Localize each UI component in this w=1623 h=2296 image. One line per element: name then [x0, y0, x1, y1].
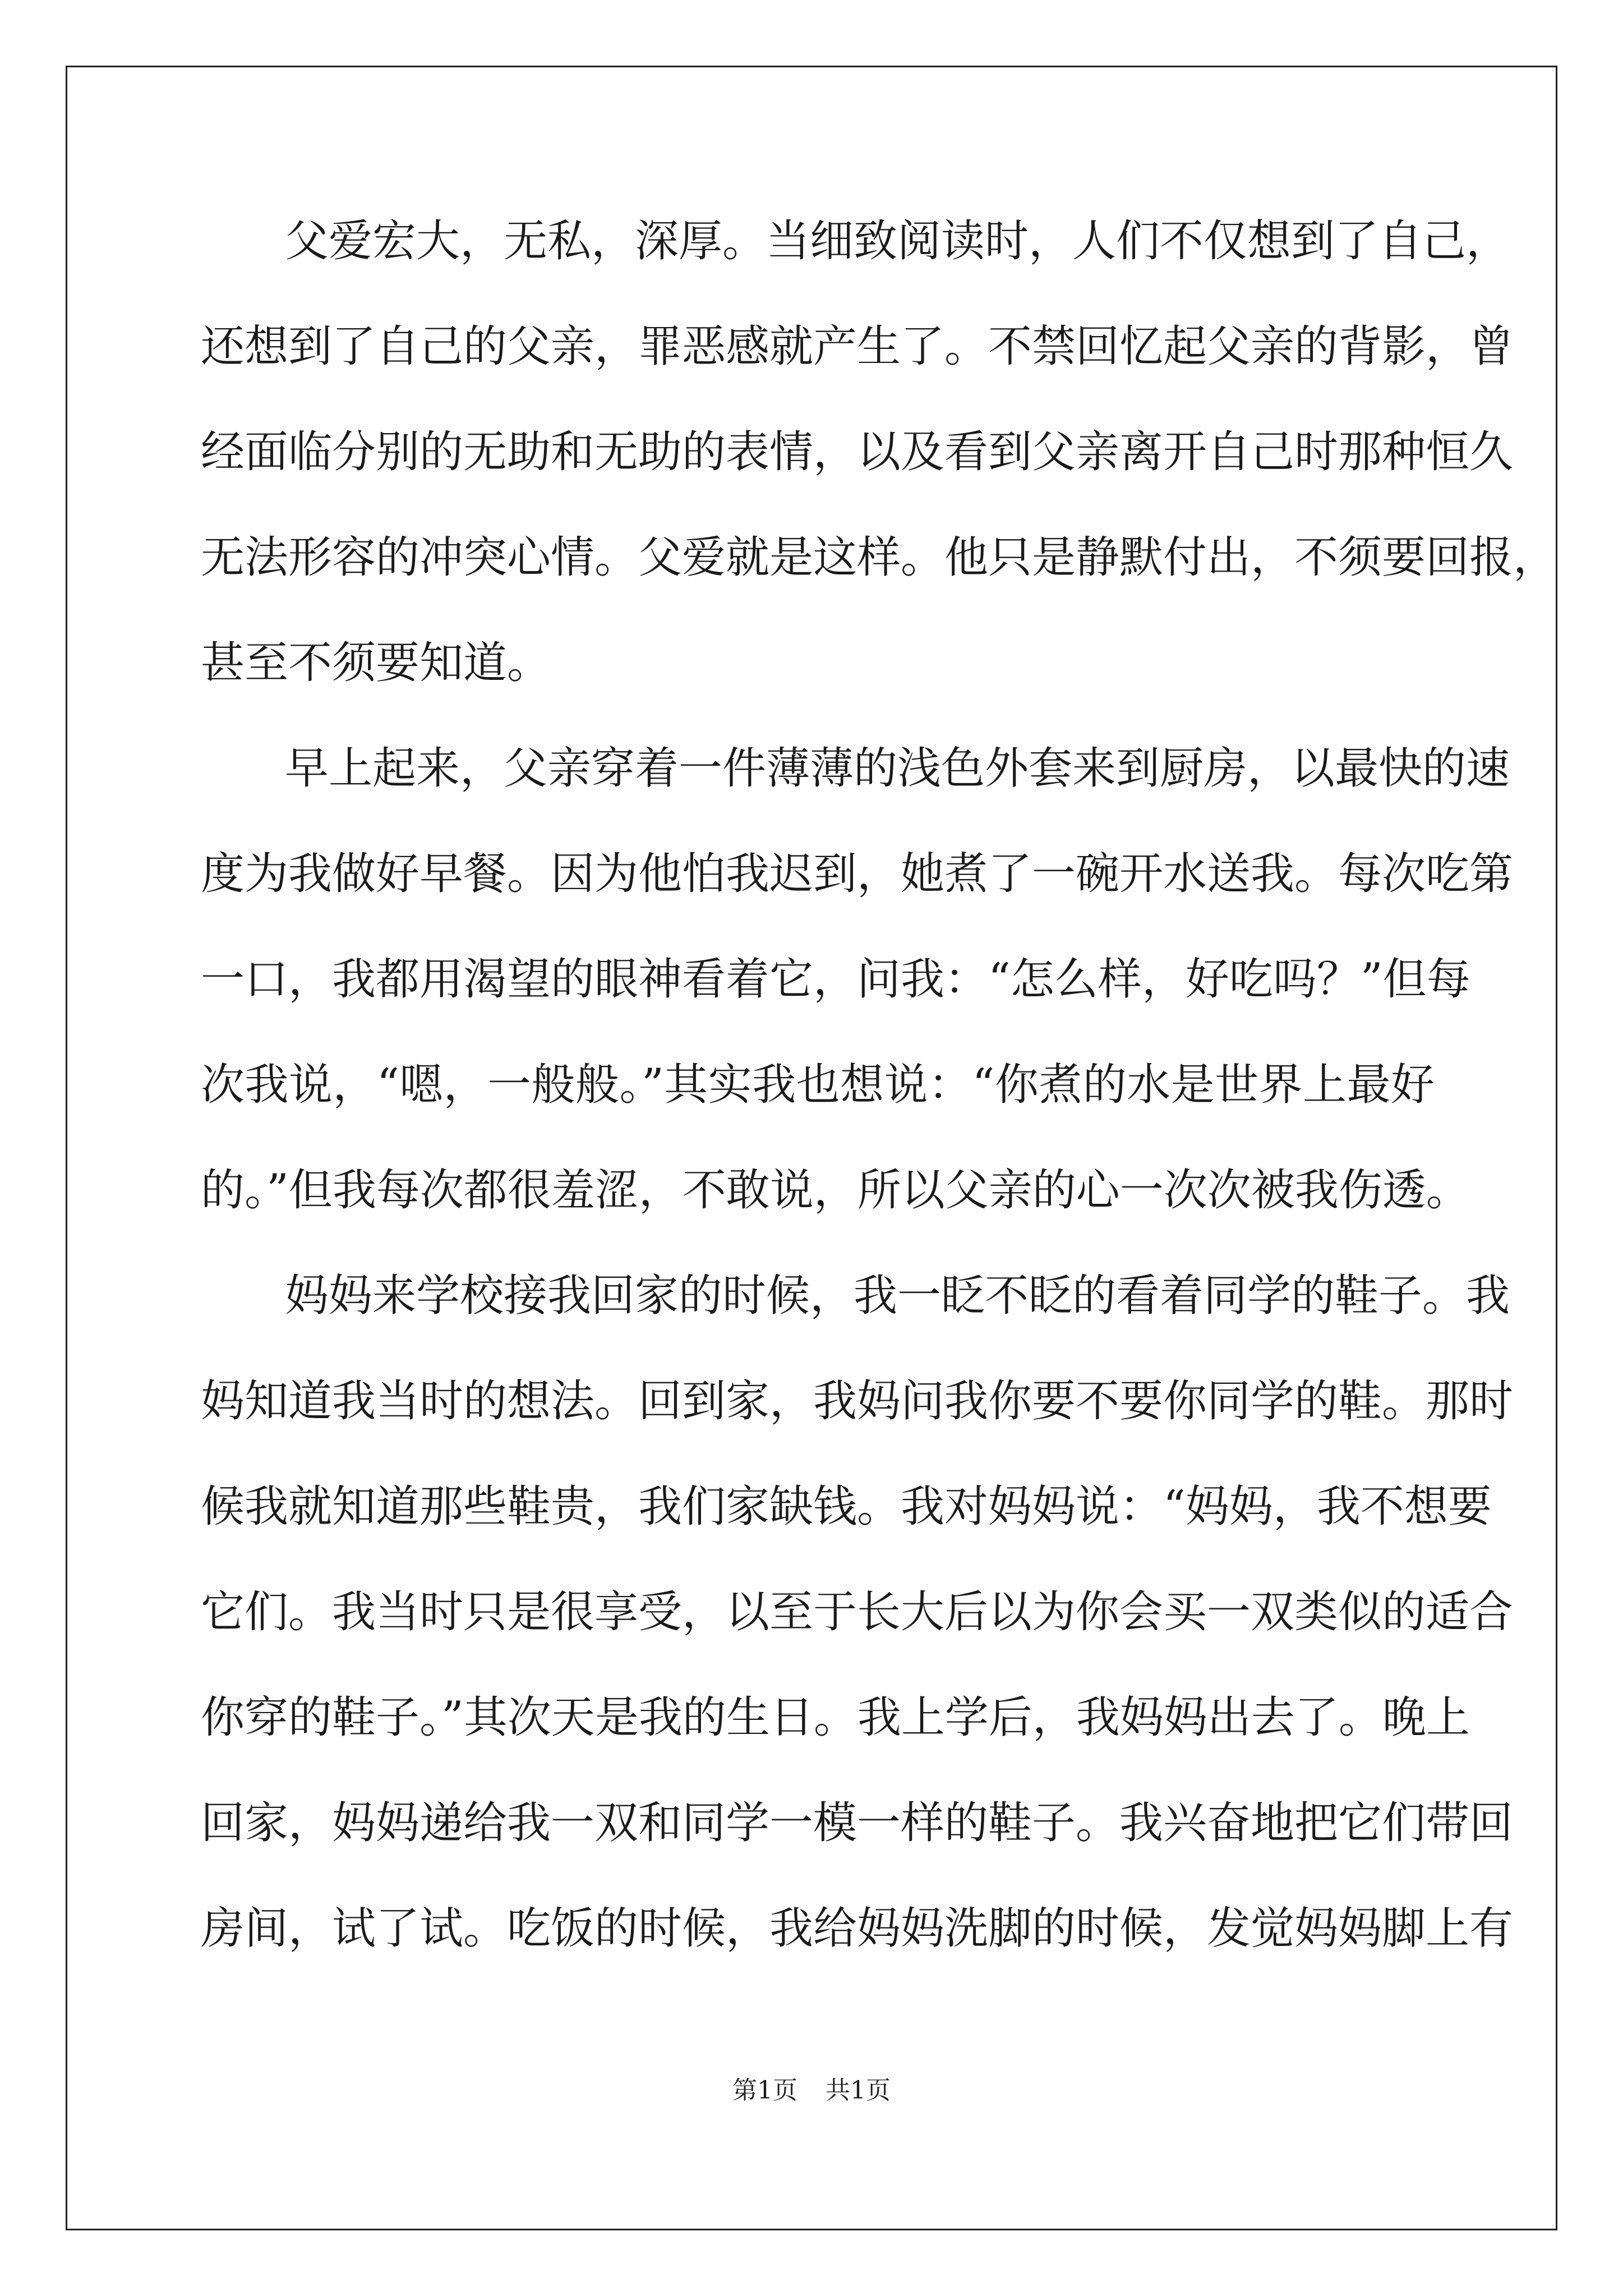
paragraph-3-line-3: 候我就知道那些鞋贵，我们家缺钱。我对妈妈说：“妈妈，我不想要: [201, 1481, 1492, 1532]
paragraph-1-line-3: 经面临分别的无助和无助的表情，以及看到父亲离开自己时那种恒久: [201, 427, 1514, 477]
paragraph-2-line-3: 一口，我都用渴望的眼神看着它，问我：“怎么样，好吃吗？”但每: [201, 954, 1470, 1005]
paragraph-3-line-2: 妈知道我当时的想法。回到家，我妈问我你要不要你同学的鞋。那时: [201, 1376, 1514, 1427]
paragraph-1-line-4: 无法形容的冲突心情。父爱就是这样。他只是静默付出，不须要回报，: [201, 532, 1557, 583]
paragraph-2-line-4: 次我说，“嗯，一般般。”其实我也想说：“你煮的水是世界上最好: [201, 1060, 1435, 1110]
paragraph-1-line-5: 甚至不须要知道。: [201, 638, 551, 688]
paragraph-2-line-1: 早上起来，父亲穿着一件薄薄的浅色外套来到厨房，以最快的速: [285, 743, 1510, 794]
paragraph-3-line-6: 回家，妈妈递给我一双和同学一模一样的鞋子。我兴奋地把它们带回: [201, 1798, 1514, 1848]
paragraph-3-line-5: 你穿的鞋子。”其次天是我的生日。我上学后，我妈妈出去了。晚上: [201, 1692, 1470, 1743]
document-body: [201, 216, 1557, 2009]
paragraph-1-line-2: 还想到了自己的父亲，罪恶感就产生了。不禁回忆起父亲的背影，曾: [201, 321, 1514, 372]
paragraph-2-line-5: 的。”但我每次都很羞涩，不敢说，所以父亲的心一次次被我伤透。: [201, 1165, 1470, 1216]
paragraph-3-line-7: 房间，试了试。吃饭的时候，我给妈妈洗脚的时候，发觉妈妈脚上有: [201, 1903, 1514, 1954]
page-number-current: 第1页: [732, 2076, 797, 2105]
page-number-total: 共1页: [826, 2076, 891, 2105]
page-footer: [0, 2070, 1623, 2106]
paragraph-1-line-1: 父爱宏大，无私，深厚。当细致阅读时，人们不仅想到了自己，: [285, 216, 1510, 266]
paragraph-3-line-4: 它们。我当时只是很享受，以至于长大后以为你会买一双类似的适合: [201, 1587, 1514, 1637]
paragraph-2-line-2: 度为我做好早餐。因为他怕我迟到，她煮了一碗开水送我。每次吃第: [201, 849, 1514, 899]
paragraph-3-line-1: 妈妈来学校接我回家的时候，我一眨不眨的看着同学的鞋子。我: [285, 1271, 1510, 1321]
